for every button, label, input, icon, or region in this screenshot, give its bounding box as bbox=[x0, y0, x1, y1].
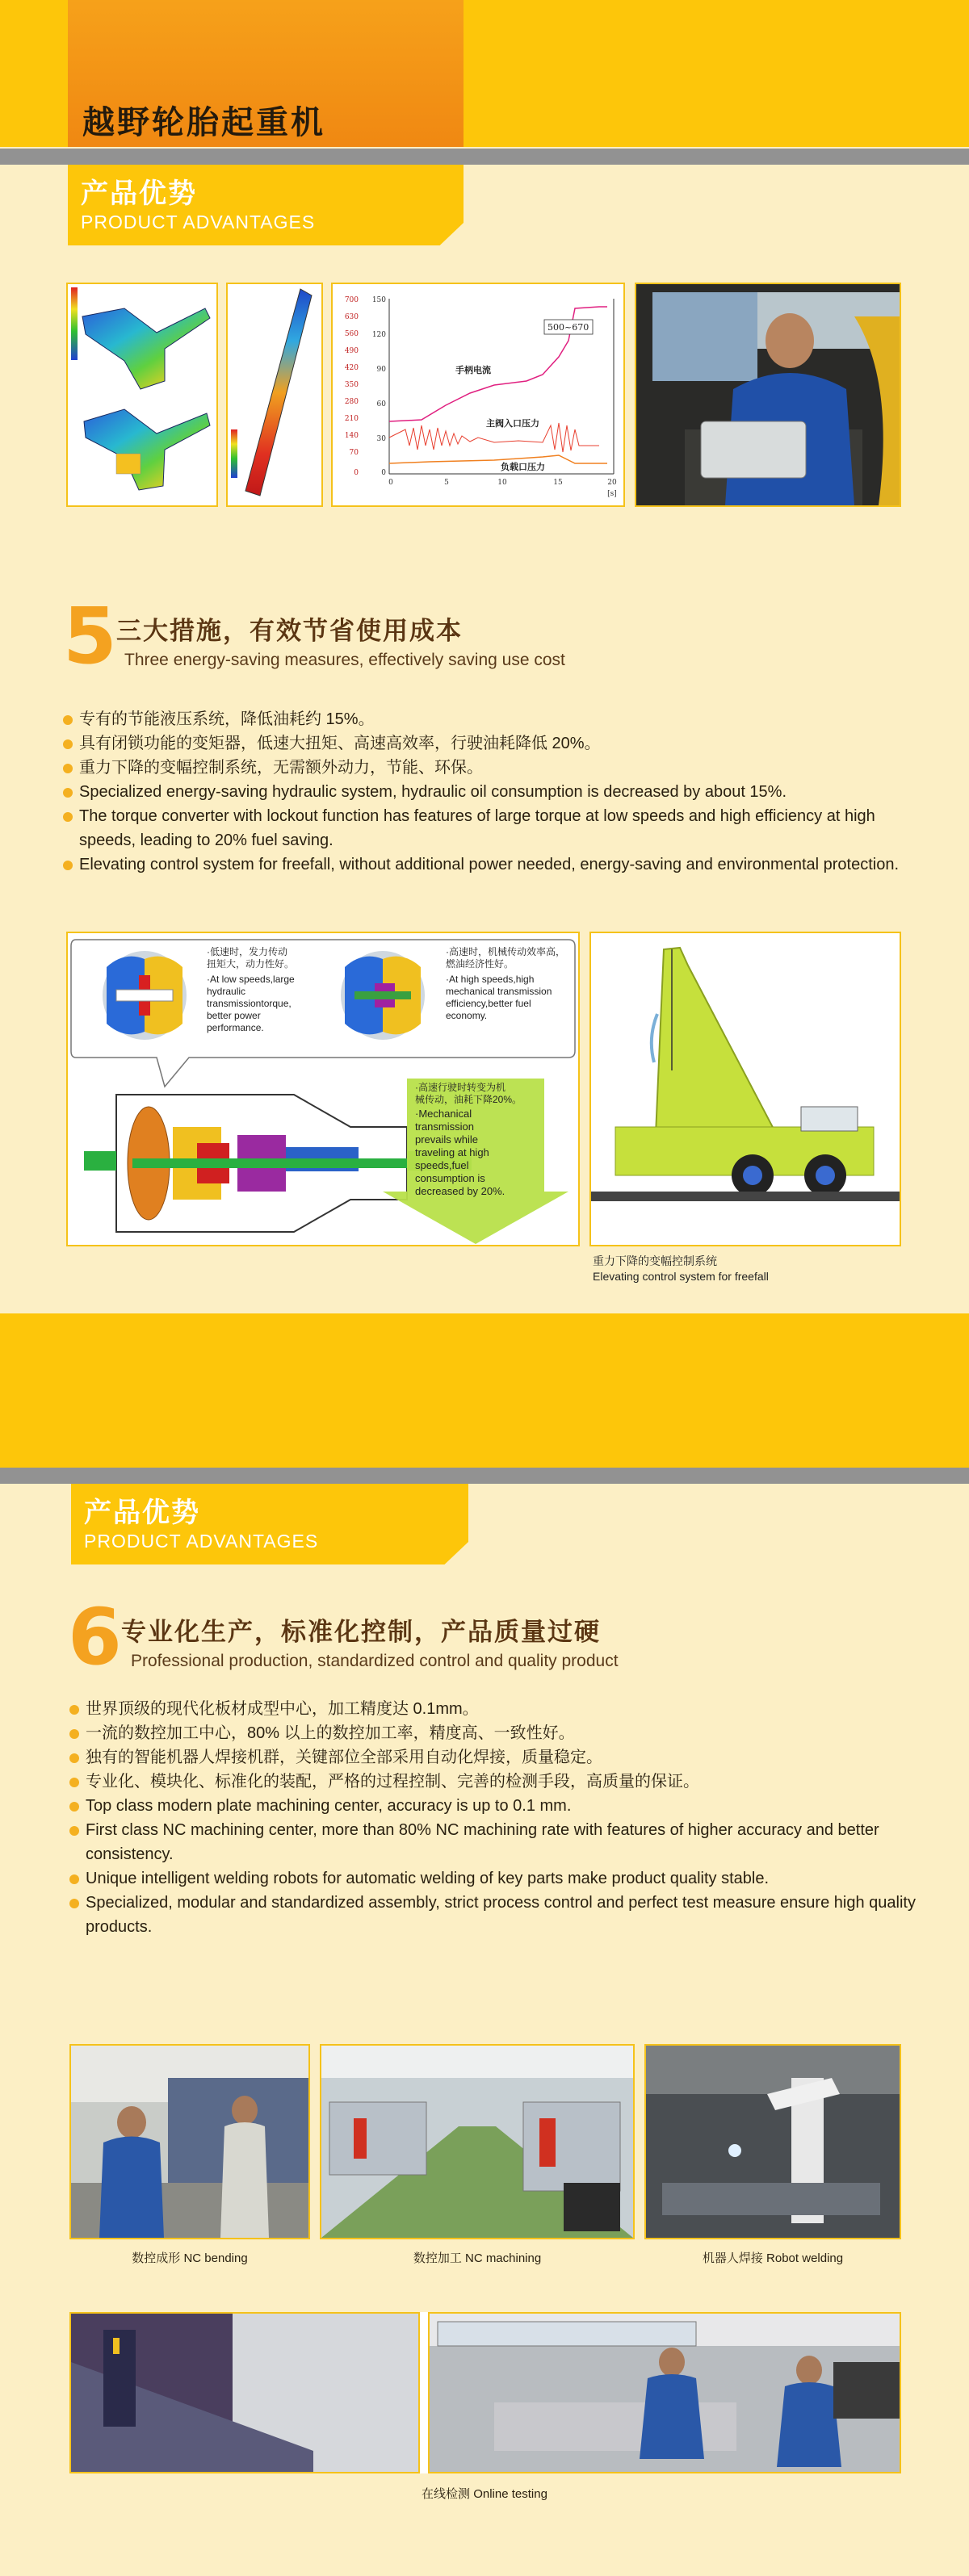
y-left-tick: 280 bbox=[344, 398, 359, 406]
list-item: Elevating control system for freefall, without additional power needed, energy-saving and environmental protection. bbox=[63, 852, 919, 877]
robot-welding-caption: 机器人焊接 Robot welding bbox=[702, 2251, 844, 2265]
fea-frame-image bbox=[66, 283, 218, 507]
x-tick: 15 bbox=[553, 479, 563, 487]
y-left-tick: 630 bbox=[344, 313, 359, 321]
high-speed-cn: ·高速时，机械传动效率高， 燃油经济性好。 bbox=[446, 946, 565, 970]
list-item: Specialized energy-saving hydraulic system, hydraulic oil consumption is decreased by about 15%. bbox=[63, 780, 919, 804]
list-item: 专有的节能液压系统，降低油耗约 15%。 bbox=[63, 707, 919, 731]
y-left-tick: 140 bbox=[344, 432, 359, 440]
current-label: 手柄电流 bbox=[455, 365, 491, 375]
pressure-range-label: 500~670 bbox=[547, 322, 589, 333]
page-title: 越野轮胎起重机 bbox=[82, 104, 325, 141]
nc-machining-caption: 数控加工 NC machining bbox=[413, 2251, 542, 2265]
advantages-title: 产品优势 bbox=[81, 178, 197, 210]
y-left-tick: 70 bbox=[349, 449, 359, 457]
arrow-note-en: ·Mechanical transmission prevails while traveling at high speeds,fuel consumption is decreased by 20%. bbox=[415, 1108, 505, 1197]
crane-caption-en: Elevating control system for freefall bbox=[593, 1270, 769, 1283]
x-unit: [s] bbox=[607, 490, 617, 498]
y-right-tick: 90 bbox=[376, 366, 386, 374]
y-left-tick: 700 bbox=[344, 296, 359, 304]
section-divider-band bbox=[0, 1313, 969, 1473]
list-item: 世界顶级的现代化板材成型中心，加工精度达 0.1mm。 bbox=[69, 1697, 925, 1721]
y-right-tick: 30 bbox=[376, 435, 386, 443]
list-item: Specialized, modular and standardized assembly, strict process control and perfect test measure ensure high quality products. bbox=[69, 1891, 925, 1939]
y-right-tick: 150 bbox=[371, 296, 386, 304]
list-item: 具有闭锁功能的变矩器，低速大扭矩、高速高效率，行驶油耗降低 20%。 bbox=[63, 731, 919, 756]
list-item: 独有的智能机器人焊接机群，关键部位全部采用自动化焊接，质量稳定。 bbox=[69, 1745, 925, 1770]
nc-bending-caption: 数控成形 NC bending bbox=[132, 2251, 248, 2265]
torque-converter-diagram bbox=[66, 932, 580, 1246]
section6-subtitle: Professional production, standardized control and quality product bbox=[131, 1652, 619, 1670]
crane-caption-cn: 重力下降的变幅控制系统 bbox=[593, 1254, 717, 1267]
load-pressure-label: 负载口压力 bbox=[501, 462, 545, 472]
nc-bending-photo bbox=[69, 2044, 310, 2239]
robot-welding-photo bbox=[644, 2044, 901, 2239]
pressure-chart-image bbox=[331, 283, 625, 507]
section5-bullets bbox=[63, 707, 919, 877]
y-right-tick: 120 bbox=[371, 331, 386, 339]
y-left-tick: 420 bbox=[344, 364, 359, 372]
list-item: The torque converter with lockout function has features of large torque at low speeds and high efficiency at high speeds, leading to 20% fuel saving. bbox=[63, 804, 919, 852]
testing-machine-photo bbox=[69, 2312, 420, 2473]
list-item: Unique intelligent welding robots for automatic welding of key parts make product quality stable. bbox=[69, 1866, 925, 1891]
section-number-5: 5 bbox=[63, 591, 117, 681]
arrow-note-cn: ·高速行驶时转变为机 械传动，油耗下降20%。 bbox=[415, 1082, 522, 1105]
section6-title: 专业化生产，标准化控制，产品质量过硬 bbox=[121, 1618, 601, 1647]
x-tick: 10 bbox=[497, 479, 507, 487]
list-item: Top class modern plate machining center, accuracy is up to 0.1 mm. bbox=[69, 1794, 925, 1818]
fea-boom-image bbox=[226, 283, 323, 507]
nc-machining-photo bbox=[320, 2044, 635, 2239]
technician-photo bbox=[635, 283, 901, 507]
y-left-tick: 0 bbox=[354, 469, 359, 477]
y-left-tick: 560 bbox=[344, 330, 359, 338]
section-number-6: 6 bbox=[68, 1592, 122, 1682]
advantages-subtitle: PRODUCT ADVANTAGES bbox=[84, 1531, 319, 1552]
advantages-subtitle: PRODUCT ADVANTAGES bbox=[81, 212, 316, 232]
high-speed-en: ·At high speeds,high mechanical transmission efficiency,better fuel economy. bbox=[446, 974, 552, 1021]
y-right-tick: 0 bbox=[381, 469, 386, 477]
list-item: 重力下降的变幅控制系统，无需额外动力，节能、环保。 bbox=[63, 756, 919, 780]
section5-title: 三大措施，有效节省使用成本 bbox=[116, 617, 463, 646]
y-left-tick: 350 bbox=[344, 381, 359, 389]
list-item: 一流的数控加工中心，80% 以上的数控加工率，精度高、一致性好。 bbox=[69, 1721, 925, 1745]
list-item: First class NC machining center, more than 80% NC machining rate with features of higher accuracy and better consistency. bbox=[69, 1818, 925, 1866]
online-testing-photos bbox=[69, 2312, 901, 2473]
crane-freefall-image bbox=[589, 932, 901, 1246]
y-left-tick: 490 bbox=[344, 347, 359, 355]
list-item: 专业化、模块化、标准化的装配，严格的过程控制、完善的检测手段，高质量的保证。 bbox=[69, 1770, 925, 1794]
x-tick: 20 bbox=[607, 479, 617, 487]
online-testing-caption: 在线检测 Online testing bbox=[422, 2487, 547, 2501]
low-speed-cn: ·低速时，发力传动 扭矩大，动力性好。 bbox=[207, 946, 295, 970]
x-tick: 5 bbox=[444, 479, 449, 487]
x-tick: 0 bbox=[388, 479, 393, 487]
valve-pressure-label: 主阀入口压力 bbox=[486, 418, 539, 429]
low-speed-en: ·At low speeds,large hydraulic transmissiontorque, better power performance. bbox=[207, 974, 295, 1033]
control-room-photo bbox=[428, 2312, 901, 2473]
divider-strip bbox=[0, 1468, 969, 1484]
y-right-tick: 60 bbox=[376, 400, 386, 408]
y-left-tick: 210 bbox=[344, 415, 359, 423]
section5-subtitle: Three energy-saving measures, effectively saving use cost bbox=[124, 651, 565, 669]
divider-strip bbox=[0, 149, 969, 165]
advantages-title: 产品优势 bbox=[84, 1497, 200, 1529]
section6-bullets bbox=[69, 1697, 925, 1939]
